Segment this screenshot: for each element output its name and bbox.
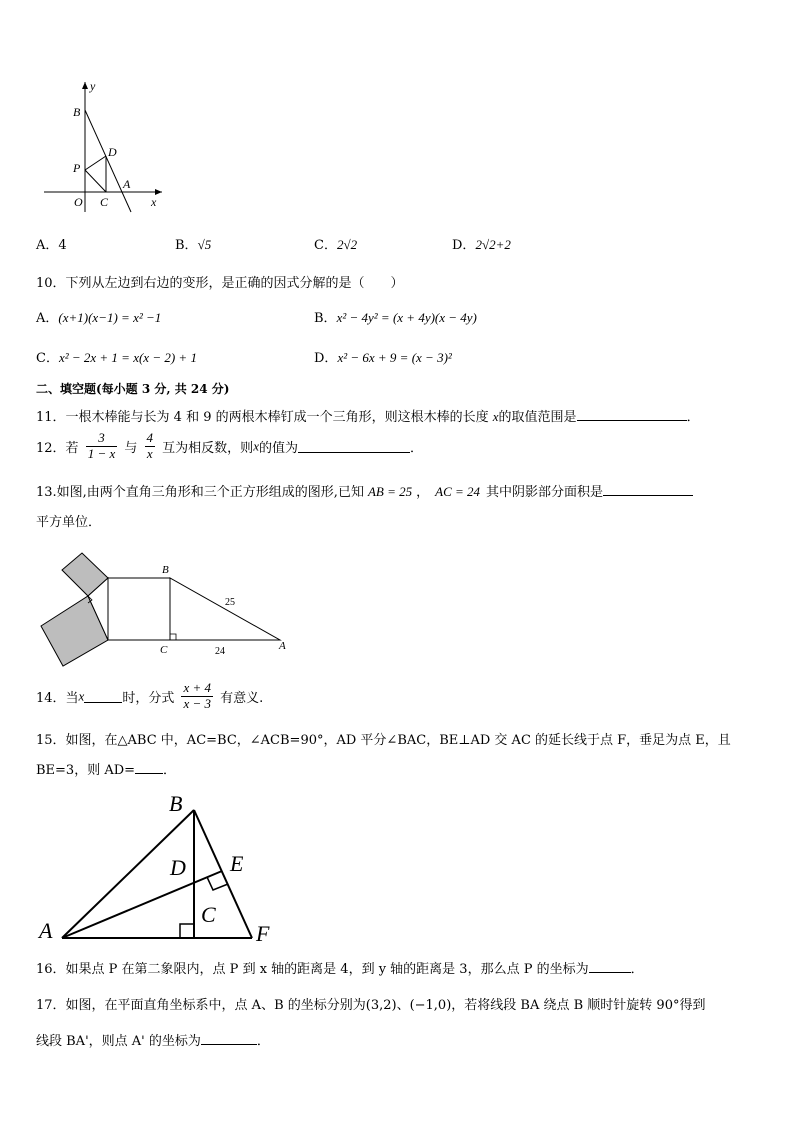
- q14-post: 有意义.: [220, 690, 264, 706]
- q10-option-b: [314, 307, 477, 326]
- q13-ac: AC = 24: [435, 484, 481, 499]
- fig13-label-a: A: [279, 640, 286, 652]
- q11-answer-blank[interactable]: [577, 408, 687, 421]
- q11: [36, 406, 700, 425]
- q13-line1: [36, 481, 693, 500]
- q15-answer-blank[interactable]: [135, 761, 163, 774]
- q10-option-a: [36, 307, 161, 326]
- q9-option-b-value: √5: [197, 237, 212, 252]
- q9-option-b: [175, 234, 211, 253]
- q17-line2: [36, 1030, 270, 1049]
- q9-option-c-prefix: C．: [314, 238, 337, 253]
- q12-post1: 互为相反数，则: [162, 440, 254, 456]
- q14-pre: 14．当: [36, 690, 79, 706]
- q17-line1: 17．如图，在平面直角坐标系中，点 A、B 的坐标分别为(3,2)、(−1,0)，若将线段 BA 绕点 B 顺时针旋转 90°得到: [36, 998, 706, 1013]
- q17-end: ．: [256, 1034, 270, 1049]
- q12-fraction-1: [86, 431, 118, 462]
- section-heading: 二、填空题(每小题 3 分, 共 24 分): [36, 382, 230, 396]
- q13-ab: AB = 25: [367, 484, 413, 499]
- q13-post: 其中阴影部分面积是: [486, 485, 604, 500]
- fig9-label-b: B: [73, 105, 81, 119]
- q15-line1: 15．如图，在△ABC 中，AC=BC，∠ACB=90°，AD 平分∠BAC，BE⊥AD 交 AC 的延长线于点 F，垂足为点 E，且: [36, 733, 731, 748]
- q9-option-a: A．4: [36, 238, 67, 253]
- q10-option-a-expr: (x+1)(x−1) = x² −1: [58, 310, 162, 325]
- fig13-label-25: 25: [225, 597, 235, 608]
- fig15-label-a: A: [39, 918, 53, 943]
- fig9-label-c: C: [100, 195, 109, 209]
- q16: [36, 958, 644, 977]
- q16-end: ．: [630, 962, 644, 977]
- q13-line2: 平方单位．: [36, 515, 102, 530]
- fig15-label-c: C: [201, 902, 216, 927]
- q12-var: x: [253, 438, 259, 454]
- q15-line2-pre: BE=3，则 AD=: [36, 763, 136, 778]
- q9-option-d-prefix: D．: [452, 238, 476, 253]
- fig9-label-y: y: [90, 79, 96, 93]
- q14-var: x: [78, 688, 85, 704]
- q9-option-b-prefix: B．: [175, 238, 198, 253]
- q10-option-c-prefix: C．: [36, 351, 59, 366]
- q10-option-d-expr: x² − 6x + 9 = (x − 3)²: [337, 350, 452, 365]
- q16-text: 16．如果点 P 在第二象限内，点 P 到 x 轴的距离是 4，到 y 轴的距离是 3，那么点 P 的坐标为: [36, 962, 589, 977]
- q17-answer-blank[interactable]: [201, 1032, 257, 1045]
- q12-pre: 12．若: [36, 440, 79, 456]
- q10-stem: 10．下列从左边到右边的变形，是正确的因式分解的是（ ）: [36, 276, 404, 291]
- q14-fraction-denominator: x − 3: [183, 695, 212, 711]
- q14: [36, 681, 263, 712]
- q12-fraction-2-denominator: x: [146, 445, 153, 461]
- q16-answer-blank[interactable]: [589, 960, 631, 973]
- q9-option-c-value: 2√2: [336, 237, 358, 252]
- q10-option-d-prefix: D．: [314, 351, 338, 366]
- q11-post: 的取值范围是: [498, 410, 577, 425]
- q14-fraction-numerator: x + 4: [183, 680, 212, 695]
- q14-mid: 时，分式: [122, 690, 175, 706]
- fig15-label-b: B: [169, 791, 183, 816]
- fig15-label-d: D: [170, 855, 186, 880]
- q13-answer-blank[interactable]: [603, 483, 693, 496]
- q13-pre: 13.如图,由两个直角三角形和三个正方形组成的图形,已知: [36, 485, 364, 500]
- q17-line2-pre: 线段 BA'，则点 A' 的坐标为: [36, 1034, 201, 1049]
- q12-mid: 与: [124, 440, 138, 456]
- q11-var: x: [492, 409, 499, 424]
- q9-coordinate-figure: [36, 76, 176, 216]
- q10-option-c: [36, 347, 197, 366]
- q9-option-d-value: 2√2+2: [475, 237, 511, 252]
- q14-fraction: [181, 681, 213, 712]
- q9-option-c: [314, 234, 357, 253]
- fig15-label-f: F: [256, 921, 270, 946]
- q14-answer-blank[interactable]: [84, 690, 122, 703]
- q10-option-a-prefix: A．: [36, 311, 59, 326]
- q15-end: ．: [163, 763, 177, 778]
- q10-option-b-prefix: B．: [314, 311, 337, 326]
- q11-pre: 11．一根木棒能与长为 4 和 9 的两根木棒钉成一个三角形，则这根木棒的长度: [36, 410, 489, 425]
- q12-fraction-2: [145, 431, 156, 462]
- q11-end: ．: [686, 410, 700, 425]
- q12-post2: 的值为: [258, 440, 298, 456]
- q13-squares-figure: [36, 548, 296, 678]
- fig9-label-o: O: [74, 195, 83, 209]
- q12-fraction-1-numerator: 3: [86, 431, 118, 447]
- fig9-label-d: D: [108, 145, 117, 159]
- q12-fraction-1-denominator: 1 − x: [87, 445, 116, 461]
- fig13-label-c: C: [160, 644, 168, 656]
- q10-option-c-expr: x² − 2x + 1 = x(x − 2) + 1: [58, 350, 197, 365]
- fig9-label-p: P: [73, 161, 81, 175]
- fig13-label-24: 24: [215, 646, 225, 657]
- fig13-label-b: B: [162, 564, 169, 576]
- q10-option-d: [314, 347, 452, 366]
- q12-fraction-2-numerator: 4: [146, 430, 154, 445]
- q9-option-d: [452, 234, 511, 253]
- q12: [36, 431, 423, 462]
- q13-sep: ，: [416, 485, 430, 500]
- q10-option-b-expr: x² − 4y² = (x + 4y)(x − 4y): [336, 310, 477, 325]
- fig15-label-e: E: [230, 851, 244, 876]
- q12-answer-blank[interactable]: [298, 440, 410, 453]
- fig9-label-x: x: [151, 195, 157, 209]
- fig9-label-a: A: [123, 177, 131, 191]
- q12-end: ．: [409, 440, 423, 456]
- q15-line2: [36, 759, 176, 778]
- q15-triangle-figure: [36, 786, 286, 948]
